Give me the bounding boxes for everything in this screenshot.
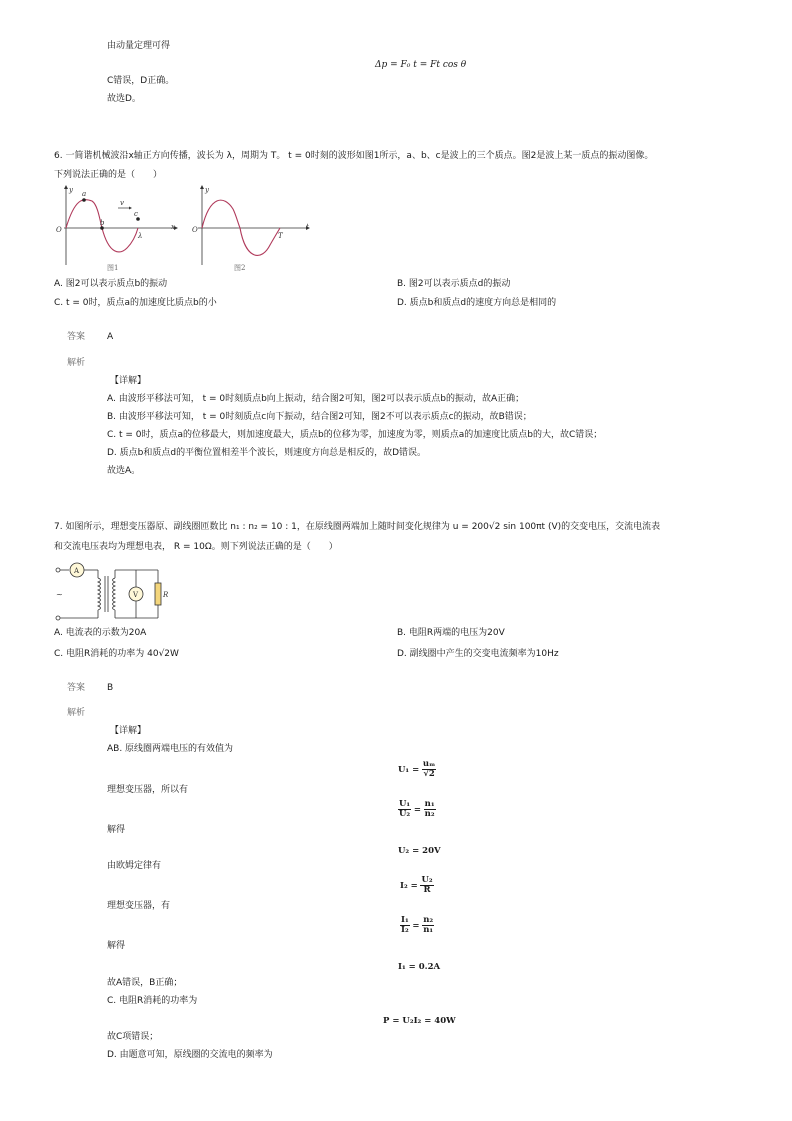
option-b: B. 图2可以表示质点d的振动: [397, 279, 511, 289]
option-d: D. 质点b和质点d的速度方向总是相同的: [397, 298, 557, 308]
text-line: 故选D。: [107, 94, 141, 104]
detail-line: D. 质点b和质点d的平衡位置相差半个波长，则速度方向总是相反的，故D错误。: [107, 448, 427, 458]
equation: Δp = F₀ t = Ft cos θ: [375, 60, 467, 70]
label-y: y: [205, 186, 209, 194]
label-t: t: [306, 223, 309, 231]
analysis-label: 解析: [67, 708, 86, 718]
label-b: b: [100, 219, 105, 227]
label-o: O: [192, 226, 198, 234]
text-line: 由动量定理可得: [107, 41, 171, 51]
option-b: B. 电阻R两端的电压为20V: [397, 628, 505, 638]
label-c: c: [134, 210, 138, 218]
answer-label: 答案: [67, 683, 86, 693]
option-a: A. 图2可以表示质点b的振动: [54, 279, 168, 289]
resistor: [155, 583, 161, 605]
detail-line: 故C项错误；: [107, 1032, 159, 1042]
equation-i1: I₁ = 0.2A: [398, 962, 441, 972]
question-6-stem-2: 下列说法正确的是（ ）: [54, 170, 163, 180]
detail-line: 故A错误，B正确；: [107, 978, 183, 988]
question-7-stem-2: 和交流电压表均为理想电表， R = 10Ω。则下列说法正确的是（ ）: [54, 542, 338, 552]
detail-line: 理想变压器，所以有: [107, 785, 189, 795]
detail-line: 解得: [107, 825, 126, 835]
label-v: v: [120, 199, 124, 207]
answer-label: 答案: [67, 332, 86, 342]
option-d: D. 副线圈中产生的交变电流频率为10Hz: [397, 649, 559, 659]
transformer-circuit: [54, 558, 174, 626]
answer-value: A: [107, 332, 114, 342]
question-7-stem: 7. 如图所示，理想变压器原、副线圈匝数比 n₁ : n₂ = 10 : 1，在原线圈两端加上随时间变化规律为 u = 200√2 sin 100πt (V)的交变电压，交流电流表: [54, 522, 661, 532]
detail-line: 由欧姆定律有: [107, 861, 162, 871]
detail-line: A. 由波形平移法可知， t = 0时刻质点b向上振动，结合图2可知，图2可以表示质点b的振动，故A正确；: [107, 394, 525, 404]
figure-2-caption: 图2: [234, 264, 246, 272]
label-a: a: [82, 190, 87, 198]
detail-line: AB. 原线圈两端电压的有效值为: [107, 744, 234, 754]
vibration-figure-2: [190, 183, 315, 273]
detail-line: 故选A。: [107, 466, 141, 476]
equation-u1: U₁ = $\frac{\text{uₘ}}{√2}$: [398, 759, 436, 779]
option-c: C. t = 0时，质点a的加速度比质点b的小: [54, 298, 217, 308]
label-o: O: [56, 226, 62, 234]
label-lambda: λ: [138, 232, 143, 240]
equation-power: P = U₂I₂ = 40W: [383, 1016, 456, 1026]
figure-1-caption: 图1: [107, 264, 119, 272]
source-symbol: ~: [56, 590, 63, 599]
analysis-label: 解析: [67, 358, 86, 368]
label-y: y: [69, 186, 73, 194]
option-a: A. 电流表的示数为20A: [54, 628, 147, 638]
point-a: [82, 198, 86, 202]
equation-i2: I₂ = $\frac{\text{U₂}}{R}$: [400, 875, 433, 895]
label-period: T: [278, 232, 283, 240]
voltmeter-label: V: [133, 591, 139, 599]
detail-line: 解得: [107, 941, 126, 951]
equation-u2: U₂ = 20V: [398, 846, 441, 856]
detail-line: B. 由波形平移法可知， t = 0时刻质点c向下振动，结合图2可知，图2不可以表示质点c的振动，故B错误；: [107, 412, 532, 422]
answer-value: B: [107, 683, 114, 693]
question-6-stem: 6. 一简谐机械波沿x轴正方向传播，波长为 λ，周期为 T。 t = 0时刻的波形如图1所示，a、b、c是波上的三个质点。图2是波上某一质点的振动图像。: [54, 151, 654, 161]
detail-title: 【详解】: [110, 726, 147, 736]
detail-title: 【详解】: [110, 376, 147, 386]
wave-figure-1: [54, 183, 184, 273]
ammeter-label: A: [74, 567, 80, 575]
resistor-label: R: [163, 591, 169, 599]
detail-line: C. 电阻R消耗的功率为: [107, 996, 198, 1006]
equation-voltage-ratio: $\frac{\text{U₁}}{\text{U₂}}$ = $\frac{\text{n₁}}{\text{n₂}}$: [399, 799, 435, 819]
option-c: C. 电阻R消耗的功率为 40√2W: [54, 649, 179, 659]
text-line: C错误，D正确。: [107, 76, 175, 86]
equation-current-ratio: $\frac{\text{I₁}}{\text{I₂}}$ = $\frac{\text{n₂}}{\text{n₁}}$: [401, 915, 434, 935]
detail-line: 理想变压器，有: [107, 901, 171, 911]
detail-line: C. t = 0时，质点a的位移最大，则加速度最大，质点b的位移为零，加速度为零，则质点a的加速度比质点b的大，故C错误；: [107, 430, 603, 440]
label-x: x: [171, 223, 175, 231]
detail-line: D. 由题意可知，原线圈的交流电的频率为: [107, 1050, 273, 1060]
